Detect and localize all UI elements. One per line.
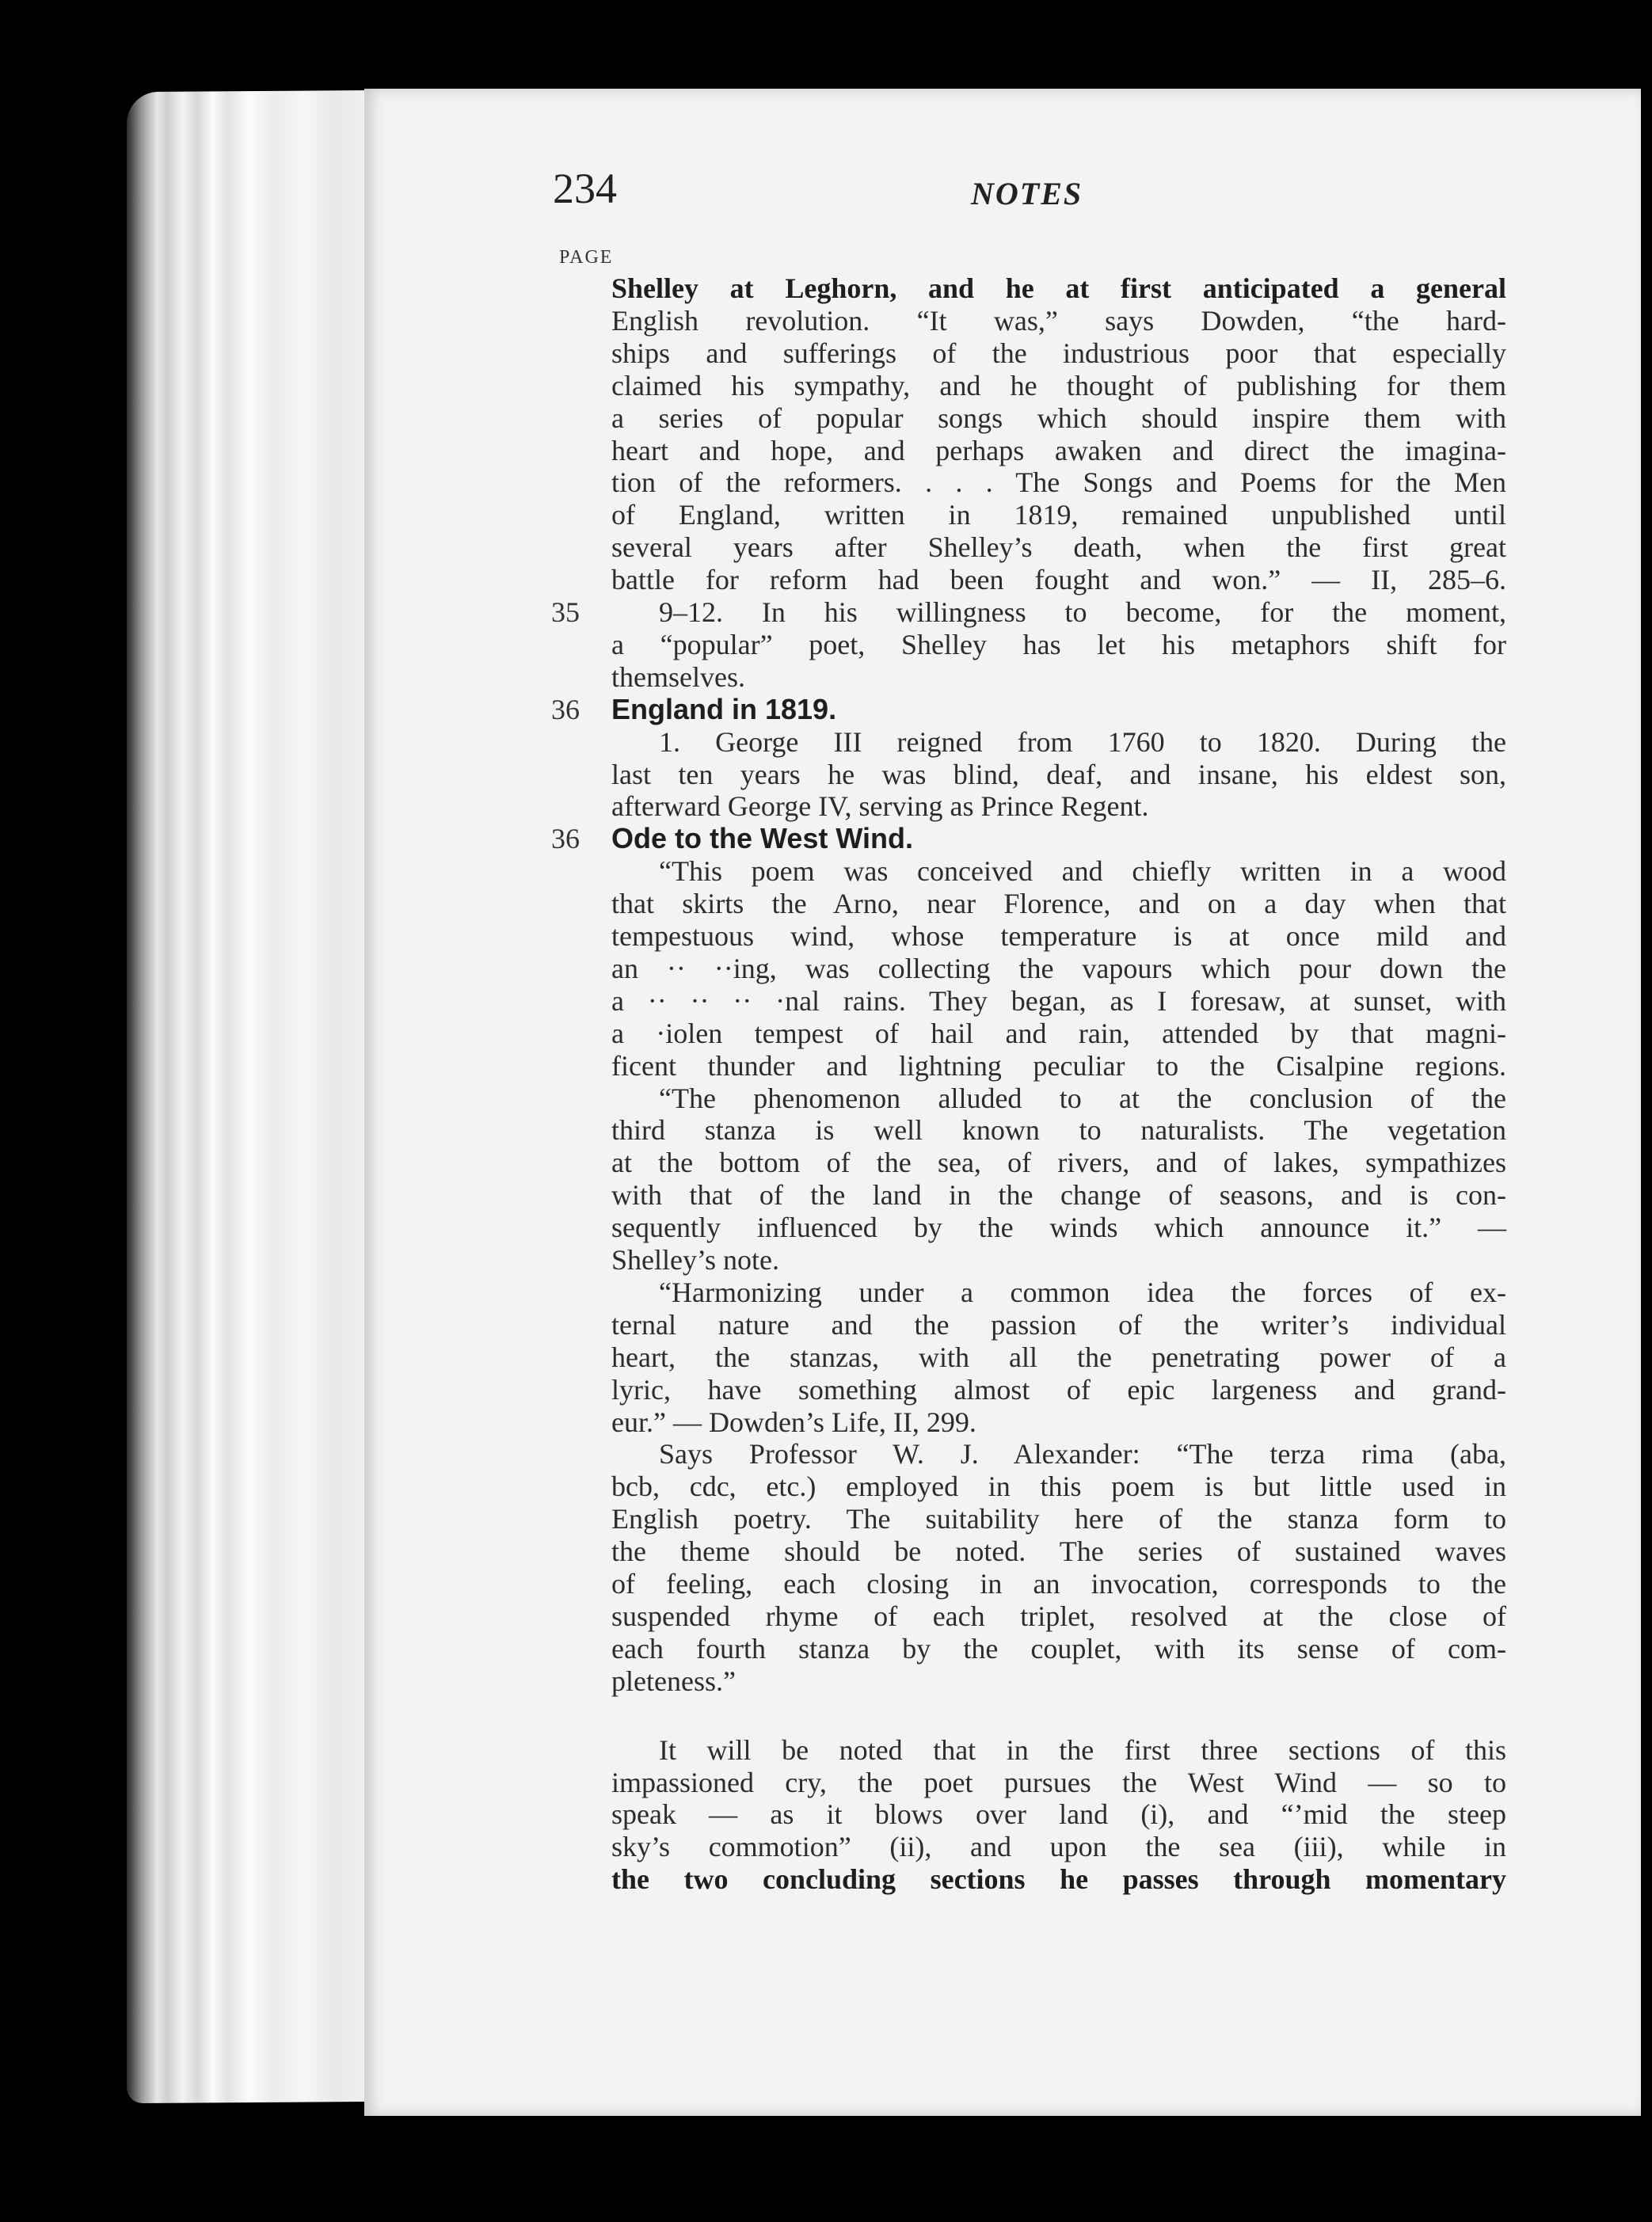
- line-page-ref: 36: [551, 823, 580, 855]
- line-text: third stanza is well known to naturalists. The vegetation: [611, 1114, 1506, 1147]
- line-text: afterward George IV, serving as Prince Regent.: [611, 790, 1149, 823]
- line-text: Ode to the West Wind.: [611, 822, 914, 855]
- line-text: lyric, have something almost of epic largeness and grand-: [611, 1373, 1506, 1406]
- line-text: tion of the reformers. . . . The Songs and Poems for the Men: [611, 466, 1506, 499]
- line-text: last ten years he was blind, deaf, and insane, his eldest son,: [611, 758, 1506, 790]
- line-text: the theme should be noted. The series of sustained waves: [611, 1535, 1506, 1568]
- line-text: a ·· ·· ·· ·nal rains. They began, as I foresaw, at sunset, with: [611, 984, 1506, 1017]
- line-text: sequently influenced by the winds which announce it.” —: [611, 1212, 1506, 1244]
- line-text: 1. George III reigned from 1760 to 1820. During the: [659, 725, 1506, 758]
- page-header: [553, 164, 1566, 227]
- book-page: [364, 89, 1641, 2116]
- line-text: Shelley at Leghorn, and he at first anticipated a general: [611, 272, 1506, 304]
- line-text: the two concluding sections he passes through momentary: [611, 1863, 1506, 1896]
- line-text: a “popular” poet, Shelley has let his metaphors shift for: [611, 628, 1506, 660]
- line-text: at the bottom of the sea, of rivers, and of lakes, sympathizes: [611, 1147, 1506, 1179]
- line-text: a ·iolen tempest of hail and rain, attended by that magni-: [611, 1017, 1506, 1049]
- line-text: ternal nature and the passion of the writer’s individual: [611, 1308, 1506, 1341]
- line-text: claimed his sympathy, and he thought of publishing for them: [611, 369, 1506, 401]
- line-text: a series of popular songs which should inspire them with: [611, 401, 1506, 434]
- line-text: Shelley’s note.: [611, 1244, 779, 1276]
- line-text: English poetry. The suitability here of the stanza form to: [611, 1503, 1506, 1535]
- line-page-ref: 35: [551, 596, 580, 628]
- line-text: suspended rhyme of each triplet, resolved at the close of: [611, 1600, 1506, 1632]
- line-text: eur.” — Dowden’s Life, II, 299.: [611, 1406, 976, 1438]
- line-text: 9–12. In his willingness to become, for the moment,: [659, 596, 1506, 628]
- line-text: “Harmonizing under a common idea the forces of ex-: [659, 1276, 1506, 1308]
- line-text: ficent thunder and lightning peculiar to the Cisalpine regions.: [611, 1049, 1506, 1082]
- line-text: speak — as it blows over land (i), and “’mid the steep: [611, 1798, 1506, 1831]
- line-text: “This poem was conceived and chiefly written in a wood: [659, 855, 1506, 888]
- line-text: that skirts the Arno, near Florence, and on a day when that: [611, 888, 1506, 920]
- line-text: an ·· ··ing, was collecting the vapours which pour down the: [611, 952, 1506, 984]
- line-text: heart and hope, and perhaps awaken and direct the imagina-: [611, 434, 1506, 466]
- line-text: several years after Shelley’s death, when the first great: [611, 531, 1506, 564]
- line-text: impassioned cry, the poet pursues the West Wind — so to: [611, 1766, 1506, 1798]
- page-column-label: PAGE: [559, 247, 614, 268]
- line-text: pleteness.”: [611, 1665, 736, 1697]
- line-text: each fourth stanza by the couplet, with its sense of com-: [611, 1632, 1506, 1665]
- line-text: of England, written in 1819, remained unpublished until: [611, 499, 1506, 531]
- running-head: NOTES: [971, 176, 1083, 211]
- line-text: tempestuous wind, whose temperature is at once mild and: [611, 920, 1506, 952]
- line-text: of feeling, each closing in an invocation, corresponds to the: [611, 1568, 1506, 1600]
- book-page-edges: [127, 90, 380, 2103]
- line-text: It will be noted that in the first three sections of this: [659, 1733, 1506, 1766]
- line-text: with that of the land in the change of seasons, and is con-: [611, 1179, 1506, 1212]
- line-text: battle for reform had been fought and won.” — II, 285–6.: [611, 564, 1506, 596]
- line-page-ref: 36: [551, 693, 580, 725]
- line-text: English revolution. “It was,” says Dowden, “the hard-: [611, 304, 1506, 337]
- line-text: bcb, cdc, etc.) employed in this poem is but little used in: [611, 1471, 1506, 1503]
- line-text: heart, the stanzas, with all the penetrating power of a: [611, 1341, 1506, 1373]
- line-text: ships and sufferings of the industrious poor that especially: [611, 337, 1506, 369]
- line-text: sky’s commotion” (ii), and upon the sea (iii), while in: [611, 1831, 1506, 1863]
- line-text: England in 1819.: [611, 692, 837, 725]
- line-text: themselves.: [611, 660, 745, 693]
- line-text: Says Professor W. J. Alexander: “The terza rima (aba,: [659, 1438, 1506, 1471]
- line-text: “The phenomenon alluded to at the conclusion of the: [659, 1082, 1506, 1114]
- page-number: 234: [553, 165, 617, 212]
